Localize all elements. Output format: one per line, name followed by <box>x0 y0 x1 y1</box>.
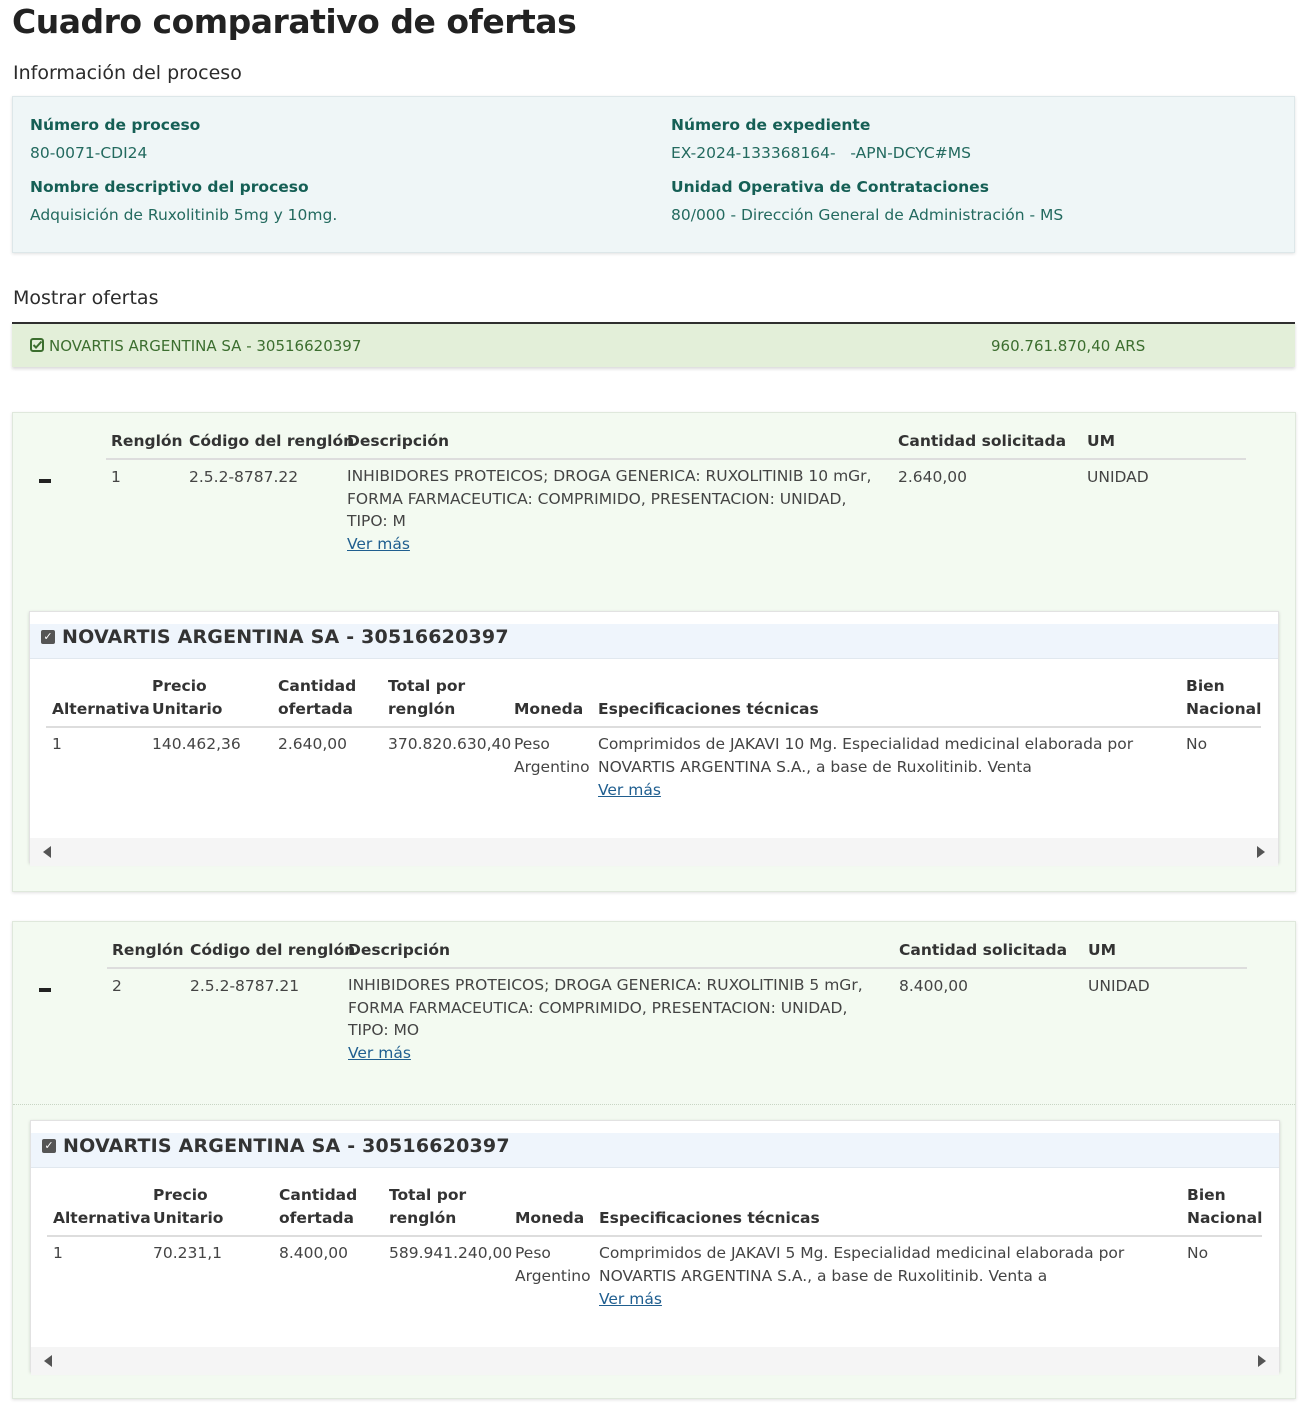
process-name-value: Adquisición de Ruxolitinib 5mg y 10mg. <box>30 206 338 224</box>
header-cantidad-2: ofertada <box>279 1209 354 1227</box>
offer-alternativa: 1 <box>53 1244 63 1262</box>
header-precio-1: Precio <box>152 677 207 695</box>
header-precio-2: Unitario <box>152 700 223 718</box>
offer-specifications-text: Comprimidos de JAKAVI 10 Mg. Especialidad medicinal elaborada por NOVARTIS ARGENTINA S.A., a base de Ruxolitinib. Venta <box>598 735 1134 776</box>
header-cantidad: Cantidad solicitada <box>898 432 1067 450</box>
header-bien-1: Bien <box>1187 1186 1226 1204</box>
line-renglon: 1 <box>111 468 121 486</box>
offer-card-header <box>30 624 1278 659</box>
header-descripcion: Descripción <box>347 432 450 450</box>
offer-precio: 140.462,36 <box>152 735 241 753</box>
section-separator <box>13 1104 1295 1105</box>
divider <box>46 726 1261 728</box>
offer-total-amount: 960.761.870,40 ARS <box>991 337 1146 355</box>
line-codigo: 2.5.2-8787.21 <box>190 977 300 995</box>
header-total-2: renglón <box>389 1209 457 1227</box>
header-um: UM <box>1087 432 1116 450</box>
offer-card <box>30 1120 1280 1372</box>
offer-moneda: Peso Argentino <box>515 1244 591 1285</box>
info-heading: Información del proceso <box>13 62 242 84</box>
header-especificaciones: Especificaciones técnicas <box>599 1209 820 1227</box>
header-cantidad-2: ofertada <box>278 700 353 718</box>
header-bien-2: Nacional <box>1187 1209 1263 1227</box>
header-moneda: Moneda <box>515 1209 585 1227</box>
header-renglon: Renglón <box>111 432 183 450</box>
offer-specifications-text: Comprimidos de JAKAVI 5 Mg. Especialidad medicinal elaborada por NOVARTIS ARGENTINA S.A., a base de Ruxolitinib. Venta a <box>599 1244 1125 1285</box>
header-alternativa: Alternativa <box>53 1209 151 1227</box>
operating-unit-label: Unidad Operativa de Contrataciones <box>671 178 989 196</box>
process-name-label: Nombre descriptivo del proceso <box>30 178 309 196</box>
offer-moneda: Peso Argentino <box>514 735 590 776</box>
file-number-value: EX-2024-133368164- -APN-DCYC#MS <box>671 144 971 162</box>
header-total-1: Total por <box>389 1186 467 1204</box>
checkbox-checked-icon[interactable]: ✓ <box>42 1139 56 1153</box>
collapse-icon[interactable] <box>39 479 51 483</box>
offer-specifications <box>599 1242 1184 1311</box>
line-renglon: 2 <box>112 977 122 995</box>
header-bien-1: Bien <box>1186 677 1225 695</box>
header-precio-2: Unitario <box>153 1209 224 1227</box>
ver-mas-link[interactable]: Ver más <box>347 534 410 553</box>
offer-bien-nacional: No <box>1187 1244 1209 1262</box>
offer-alternativa: 1 <box>52 735 62 753</box>
offer-card-title: NOVARTIS ARGENTINA SA - 30516620397 <box>63 1135 510 1157</box>
process-number-label: Número de proceso <box>30 116 201 134</box>
offer-summary-row[interactable] <box>12 322 1295 367</box>
ver-mas-link[interactable]: Ver más <box>599 1290 662 1308</box>
header-cantidad: Cantidad solicitada <box>899 941 1068 959</box>
header-cantidad-1: Cantidad <box>278 677 357 695</box>
header-moneda: Moneda <box>514 700 584 718</box>
offer-cantidad: 8.400,00 <box>279 1244 349 1262</box>
offer-total: 589.941.240,00 <box>389 1244 513 1262</box>
operating-unit-value: 80/000 - Dirección General de Administración - MS <box>671 206 1064 224</box>
header-codigo: Código del renglón <box>189 432 355 450</box>
header-um: UM <box>1088 941 1117 959</box>
scroll-right-arrow-icon[interactable] <box>1257 846 1265 858</box>
process-number-value: 80-0071-CDI24 <box>30 144 148 162</box>
line-description <box>348 974 878 1064</box>
header-descripcion: Descripción <box>348 941 451 959</box>
page-title: Cuadro comparativo de ofertas <box>12 2 577 41</box>
line-description-text: INHIBIDORES PROTEICOS; DROGA GENERICA: RUXOLITINIB 5 mGr, FORMA FARMACEUTICA: COMPRIMIDO, PRESENTACION: UNIDAD, TIPO: MO <box>348 976 863 1039</box>
ver-mas-link[interactable]: Ver más <box>598 781 661 799</box>
offer-total: 370.820.630,40 <box>388 735 512 753</box>
line-cantidad: 8.400,00 <box>899 977 969 995</box>
header-bien-2: Nacional <box>1186 700 1262 718</box>
header-total-2: renglón <box>388 700 456 718</box>
offers-heading: Mostrar ofertas <box>13 287 159 309</box>
line-section <box>12 921 1296 1399</box>
line-description-text: INHIBIDORES PROTEICOS; DROGA GENERICA: RUXOLITINIB 10 mGr, FORMA FARMACEUTICA: COMPRIMIDO, PRESENTACION: UNIDAD, TIPO: M <box>347 467 872 530</box>
header-total-1: Total por <box>388 677 466 695</box>
offer-provider-name: NOVARTIS ARGENTINA SA - 30516620397 <box>49 337 362 355</box>
header-precio-1: Precio <box>153 1186 208 1204</box>
divider <box>47 1235 1262 1237</box>
offer-card-title: NOVARTIS ARGENTINA SA - 30516620397 <box>62 626 509 648</box>
offer-cantidad: 2.640,00 <box>278 735 348 753</box>
divider <box>106 458 1246 460</box>
ver-mas-link[interactable]: Ver más <box>348 1043 411 1062</box>
offer-card <box>29 611 1279 863</box>
line-codigo: 2.5.2-8787.22 <box>189 468 299 486</box>
scroll-left-arrow-icon[interactable] <box>44 1355 52 1367</box>
line-cantidad: 2.640,00 <box>898 468 968 486</box>
file-number-label: Número de expediente <box>671 116 871 134</box>
check-square-icon <box>30 338 44 352</box>
header-especificaciones: Especificaciones técnicas <box>598 700 819 718</box>
header-codigo: Código del renglón <box>190 941 356 959</box>
header-renglon: Renglón <box>112 941 184 959</box>
offer-bien-nacional: No <box>1186 735 1208 753</box>
process-info-panel <box>12 96 1295 253</box>
offer-specifications <box>598 733 1158 802</box>
checkbox-checked-icon[interactable]: ✓ <box>41 630 55 644</box>
offer-card-header <box>31 1133 1279 1168</box>
horizontal-scrollbar[interactable] <box>31 1347 1279 1375</box>
scroll-left-arrow-icon[interactable] <box>43 846 51 858</box>
offer-precio: 70.231,1 <box>153 1244 223 1262</box>
divider <box>107 967 1247 969</box>
scroll-right-arrow-icon[interactable] <box>1258 1355 1266 1367</box>
line-section <box>12 412 1296 892</box>
header-cantidad-1: Cantidad <box>279 1186 358 1204</box>
line-description <box>347 465 877 555</box>
header-alternativa: Alternativa <box>52 700 150 718</box>
collapse-icon[interactable] <box>39 988 51 992</box>
line-um: UNIDAD <box>1088 977 1150 995</box>
line-um: UNIDAD <box>1087 468 1149 486</box>
horizontal-scrollbar[interactable] <box>30 838 1278 866</box>
